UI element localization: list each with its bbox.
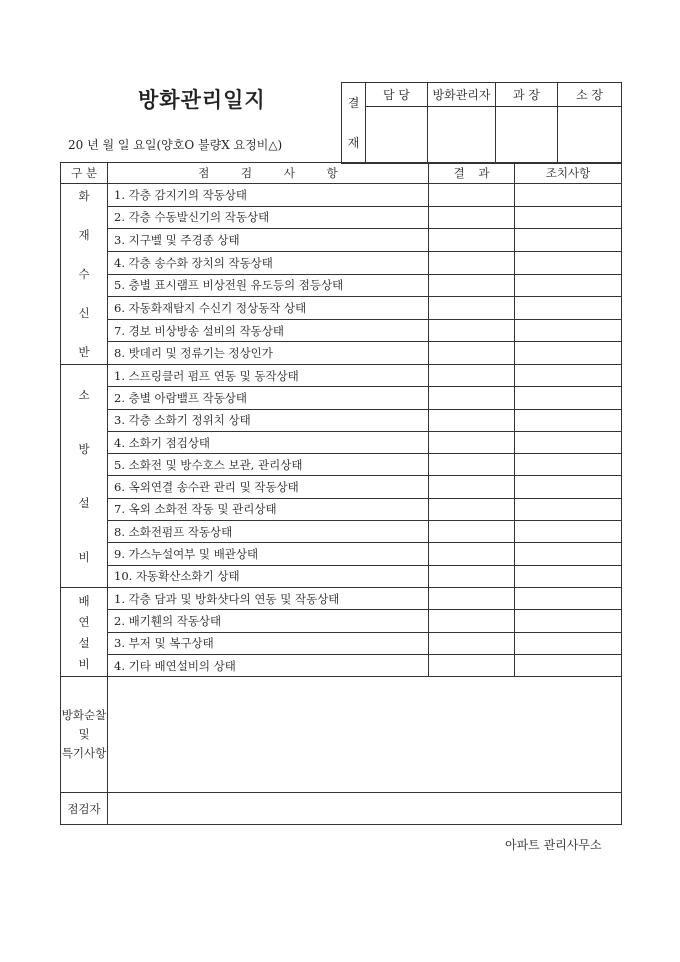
table-row: [61, 342, 622, 365]
table-row: [61, 632, 622, 654]
table-row: [61, 319, 622, 342]
inspection-table: [60, 162, 622, 825]
result-cell[interactable]: [429, 454, 515, 476]
check-item: 5. 소화전 및 방수호스 보관, 관리상태: [108, 454, 429, 476]
result-cell[interactable]: [429, 565, 515, 587]
table-row: [61, 365, 622, 387]
page-title: 방화관리일지: [138, 87, 266, 112]
check-item: 6. 옥외연결 송수관 관리 및 작동상태: [108, 476, 429, 498]
result-cell[interactable]: [429, 431, 515, 453]
approval-box: [341, 82, 622, 164]
check-item: 10. 자동확산소화기 상태: [108, 565, 429, 587]
result-cell[interactable]: [429, 409, 515, 431]
action-cell[interactable]: [515, 206, 622, 229]
result-cell[interactable]: [429, 184, 515, 207]
approval-col-staff: 담 당: [366, 83, 428, 107]
notes-row: [61, 677, 622, 793]
table-row: [61, 206, 622, 229]
result-cell[interactable]: [429, 587, 515, 609]
table-row: [61, 587, 622, 609]
notes-label-line: 및: [78, 727, 90, 742]
footer-office: 아파트 관리사무소: [505, 838, 602, 852]
category-char: 재: [78, 228, 90, 242]
date-line: 20 년 월 일 요일(양호O 불량X 요정비△): [68, 138, 283, 152]
check-item: 4. 소화기 점검상태: [108, 431, 429, 453]
check-item: 8. 소화전펌프 작동상태: [108, 521, 429, 543]
result-cell[interactable]: [429, 365, 515, 387]
category-char: 방: [78, 442, 90, 457]
approval-label-bottom: 재: [347, 136, 360, 150]
action-cell[interactable]: [515, 387, 622, 409]
check-item: 7. 경보 비상방송 설비의 작동상태: [108, 319, 429, 342]
approval-label: [342, 83, 366, 164]
approval-label-top: 결: [347, 96, 360, 110]
table-row: [61, 454, 622, 476]
result-cell[interactable]: [429, 319, 515, 342]
header-action: 조치사항: [515, 163, 622, 184]
action-cell[interactable]: [515, 409, 622, 431]
inspector-row: [61, 793, 622, 825]
table-row: [61, 387, 622, 409]
category-char: 수: [78, 267, 90, 281]
action-cell[interactable]: [515, 610, 622, 632]
table-row: [61, 297, 622, 320]
approval-sign-fire-manager[interactable]: [428, 106, 496, 163]
check-item: 7. 옥외 소화전 작동 및 관리상태: [108, 498, 429, 520]
result-cell[interactable]: [429, 521, 515, 543]
result-cell[interactable]: [429, 229, 515, 252]
check-item: 1. 스프링클러 펌프 연동 및 동작상태: [108, 365, 429, 387]
check-item: 1. 각층 감지기의 작동상태: [108, 184, 429, 207]
approval-col-director: 소 장: [558, 83, 622, 107]
approval-sign-director[interactable]: [558, 106, 622, 163]
result-cell[interactable]: [429, 274, 515, 297]
category-char: 연: [78, 614, 90, 629]
action-cell[interactable]: [515, 587, 622, 609]
approval-col-fire-manager: 방화관리자: [428, 83, 496, 107]
check-item: 3. 지구벨 및 주경종 상태: [108, 229, 429, 252]
action-cell[interactable]: [515, 342, 622, 365]
check-item: 3. 부저 및 복구상태: [108, 632, 429, 654]
notes-label-line: 특기사항: [61, 746, 107, 761]
table-row: [61, 498, 622, 520]
result-cell[interactable]: [429, 498, 515, 520]
table-row: [61, 565, 622, 587]
check-item: 4. 기타 배연설비의 상태: [108, 654, 429, 676]
check-item: 9. 가스누설여부 및 배관상태: [108, 543, 429, 565]
result-cell[interactable]: [429, 476, 515, 498]
table-row: [61, 229, 622, 252]
result-cell[interactable]: [429, 543, 515, 565]
check-item: 1. 각층 담과 및 방화샷다의 연동 및 작동상태: [108, 587, 429, 609]
notes-field[interactable]: [108, 677, 622, 793]
header-category: 구 분: [61, 163, 108, 184]
category-char: 설: [78, 635, 90, 650]
action-cell[interactable]: [515, 229, 622, 252]
result-cell[interactable]: [429, 610, 515, 632]
category-char: 설: [78, 495, 90, 510]
action-cell[interactable]: [515, 319, 622, 342]
result-cell[interactable]: [429, 387, 515, 409]
table-row: [61, 521, 622, 543]
check-item: 2. 배기휀의 작동상태: [108, 610, 429, 632]
header-result: 결 과: [429, 163, 515, 184]
check-item: 8. 밧데리 및 정류기는 정상인가: [108, 342, 429, 365]
action-cell[interactable]: [515, 654, 622, 676]
approval-col-section-chief: 과 장: [496, 83, 558, 107]
category-char: 비: [78, 656, 90, 671]
approval-sign-section-chief[interactable]: [496, 106, 558, 163]
action-cell[interactable]: [515, 565, 622, 587]
action-cell[interactable]: [515, 184, 622, 207]
category-char: 소: [78, 388, 90, 403]
result-cell[interactable]: [429, 632, 515, 654]
action-cell[interactable]: [515, 632, 622, 654]
check-item: 3. 각층 소화기 정위치 상태: [108, 409, 429, 431]
inspector-field[interactable]: [108, 793, 622, 825]
check-item: 5. 층별 표시램프 비상전원 유도등의 점등상태: [108, 274, 429, 297]
result-cell[interactable]: [429, 297, 515, 320]
table-row: [61, 476, 622, 498]
table-row: [61, 409, 622, 431]
table-row: [61, 610, 622, 632]
table-row: [61, 543, 622, 565]
category-char: 배: [78, 593, 90, 608]
action-cell[interactable]: [515, 521, 622, 543]
action-cell[interactable]: [515, 476, 622, 498]
check-item: 2. 각층 수동발신기의 작동상태: [108, 206, 429, 229]
table-row: [61, 431, 622, 453]
action-cell[interactable]: [515, 431, 622, 453]
category-fire-receiver: [61, 184, 108, 365]
approval-sign-staff[interactable]: [366, 106, 428, 163]
category-char: 비: [78, 549, 90, 564]
notes-label: [61, 677, 108, 793]
action-cell[interactable]: [515, 543, 622, 565]
table-row: [61, 184, 622, 207]
category-fire-facility: [61, 365, 108, 588]
action-cell[interactable]: [515, 454, 622, 476]
table-row: [61, 274, 622, 297]
category-char: 반: [78, 345, 90, 359]
action-cell[interactable]: [515, 365, 622, 387]
table-row: [61, 251, 622, 274]
category-char: 화: [78, 189, 90, 203]
header-items: 점 검 사 항: [108, 163, 429, 184]
result-cell[interactable]: [429, 342, 515, 365]
table-row: [61, 654, 622, 676]
check-item: 6. 자동화재탐지 수신기 정상동작 상태: [108, 297, 429, 320]
notes-label-line: 방화순찰: [61, 708, 107, 723]
category-smoke-exhaust: [61, 587, 108, 676]
inspector-label: 점검자: [61, 793, 108, 825]
category-char: 신: [78, 306, 90, 320]
check-item: 2. 층별 아람밸프 작동상태: [108, 387, 429, 409]
action-cell[interactable]: [515, 498, 622, 520]
action-cell[interactable]: [515, 297, 622, 320]
result-cell[interactable]: [429, 251, 515, 274]
result-cell[interactable]: [429, 654, 515, 676]
table-header-row: [61, 163, 622, 184]
action-cell[interactable]: [515, 251, 622, 274]
result-cell[interactable]: [429, 206, 515, 229]
action-cell[interactable]: [515, 274, 622, 297]
check-item: 4. 각층 송수화 장치의 작동상태: [108, 251, 429, 274]
